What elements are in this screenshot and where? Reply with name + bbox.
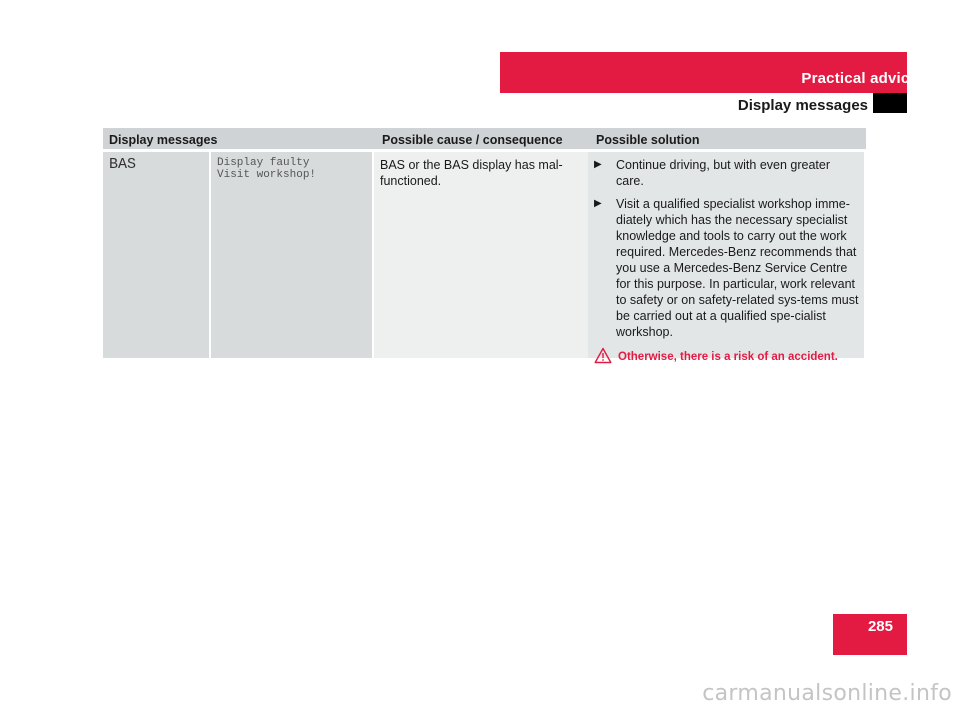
cause-text: BAS or the BAS display has mal-functioned. (380, 158, 563, 188)
warning-note (594, 347, 860, 368)
column-header-solution: Possible solution (596, 133, 700, 147)
thumb-tab (873, 93, 907, 113)
cause-cell (374, 152, 588, 358)
display-line-1: Display faulty (217, 157, 310, 169)
table-header (103, 128, 866, 149)
page-number: 285 (867, 618, 893, 635)
triangle-right-icon: ▶ (594, 198, 602, 209)
table-row (103, 152, 866, 363)
display-messages-table (103, 128, 866, 363)
column-header-display-messages: Display messages (109, 133, 218, 147)
solution-cell (588, 152, 864, 363)
solution-item (594, 157, 860, 189)
column-header-cause: Possible cause / consequence (382, 133, 563, 147)
section-title: Practical advice (801, 70, 918, 87)
display-line-2: Visit workshop! (217, 169, 317, 181)
warning-triangle-icon (594, 347, 618, 368)
watermark: carmanualsonline.info (702, 681, 952, 706)
solution-text: Continue driving, but with even greater care. (616, 158, 831, 188)
solution-text: Visit a qualified specialist workshop imme-diately which has the necessary specialist knowledge and tools to carry out the work required. Mercedes-Benz recommends that you use a Mercedes-Benz Service Centre for this purpose. In particular, work relevant to safety or on safety-related sys-tems must be carried out at a qualified spe-cialist workshop. (616, 197, 859, 339)
warning-text: Otherwise, there is a risk of an accident. (618, 351, 838, 363)
display-text-cell (211, 152, 374, 358)
message-code: BAS (109, 156, 137, 173)
solution-item (594, 196, 860, 340)
subsection-title: Display messages (737, 97, 868, 114)
triangle-right-icon: ▶ (594, 159, 602, 170)
message-code-cell (103, 152, 211, 358)
